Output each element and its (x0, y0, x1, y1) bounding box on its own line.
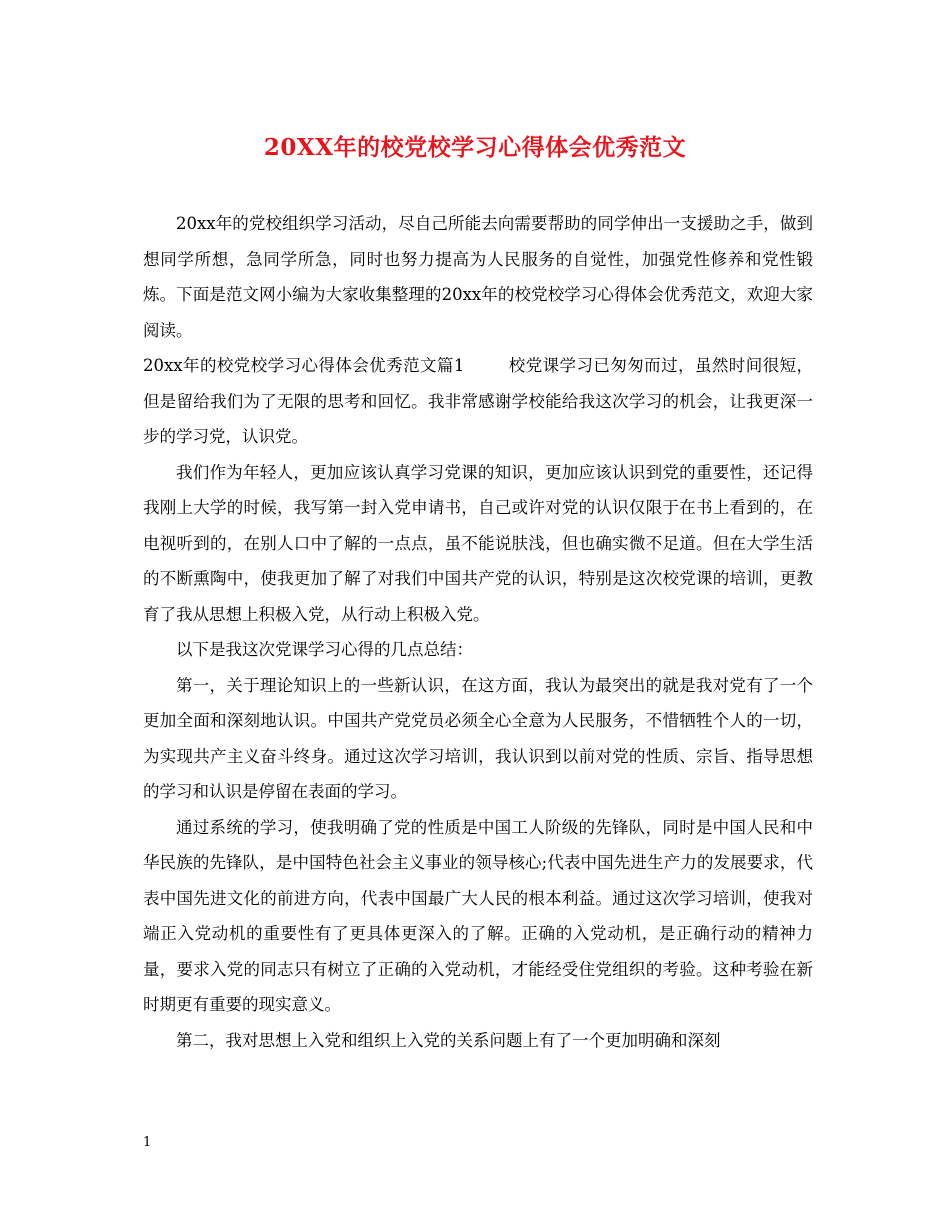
body-paragraph-2: 我们作为年轻人，更加应该认真学习党课的知识，更加应该认识到党的重要性，还记得我刚上大学的时候，我写第一封入党申请书，自己或许对党的认识仅限于在书上看到的，在电视听到的，在别人口中了解的一点点，虽不能说肤浅，但也确实微不足道。但在大学生活的不断熏陶中，使我更加了解了对我们中国共产党的认识，特别是这次校党课的培训，更教育了我从思想上积极入党，从行动上积极入党。 (143, 462, 813, 624)
section-heading-text: 校党课学习已匆匆而过，虽然时间很短，但是留给我们为了无限的思考和回忆。我非常感谢学校能给我这次学习的机会，让我更深一步的学习党，认识党。 (143, 356, 814, 446)
section-heading-label: 20xx年的校党校学习心得体会优秀范文篇1 (143, 356, 465, 375)
document-body (143, 206, 813, 1058)
section-heading-paragraph (143, 348, 813, 455)
page-number: 1 (143, 1135, 152, 1150)
body-paragraph-4: 第一，关于理论知识上的一些新认识，在这方面，我认为最突出的就是我对党有了一个更加全面和深刻地认识。中国共产党党员必须全心全意为人民服务，不惜牺牲个人的一切，为实现共产主义奋斗终身。通过这次学习培训，我认识到以前对党的性质、宗旨、指导思想的学习和认识是停留在表面的学习。 (143, 675, 813, 801)
body-paragraph-5: 通过系统的学习，使我明确了党的性质是中国工人阶级的先锋队，同时是中国人民和中华民族的先锋队，是中国特色社会主义事业的领导核心;代表中国先进生产力的发展要求，代表中国先进文化的前进方向，代表中国最广大人民的根本利益。通过这次学习培训，使我对端正入党动机的重要性有了更具体更深入的了解。正确的入党动机，是正确行动的精神力量，要求入党的同志只有树立了正确的入党动机，才能经受住党组织的考验。这种考验在新时期更有重要的现实意义。 (143, 817, 813, 1014)
body-paragraph-6: 第二，我对思想上入党和组织上入党的关系问题上有了一个更加明确和深刻 (176, 1030, 721, 1050)
body-paragraph-3: 以下是我这次党课学习心得的几点总结： (176, 640, 473, 659)
intro-paragraph: 20xx年的党校组织学习活动，尽自己所能去向需要帮助的同学伸出一支援助之手，做到想同学所想，急同学所急，同时也努力提高为人民服务的自觉性，加强党性修养和党性锻炼。下面是范文网小编为大家收集整理的20xx年的校党校学习心得体会优秀范文，欢迎大家阅读。 (143, 214, 813, 340)
document-title: 20XX年的校党校学习心得体会优秀范文 (263, 134, 687, 161)
